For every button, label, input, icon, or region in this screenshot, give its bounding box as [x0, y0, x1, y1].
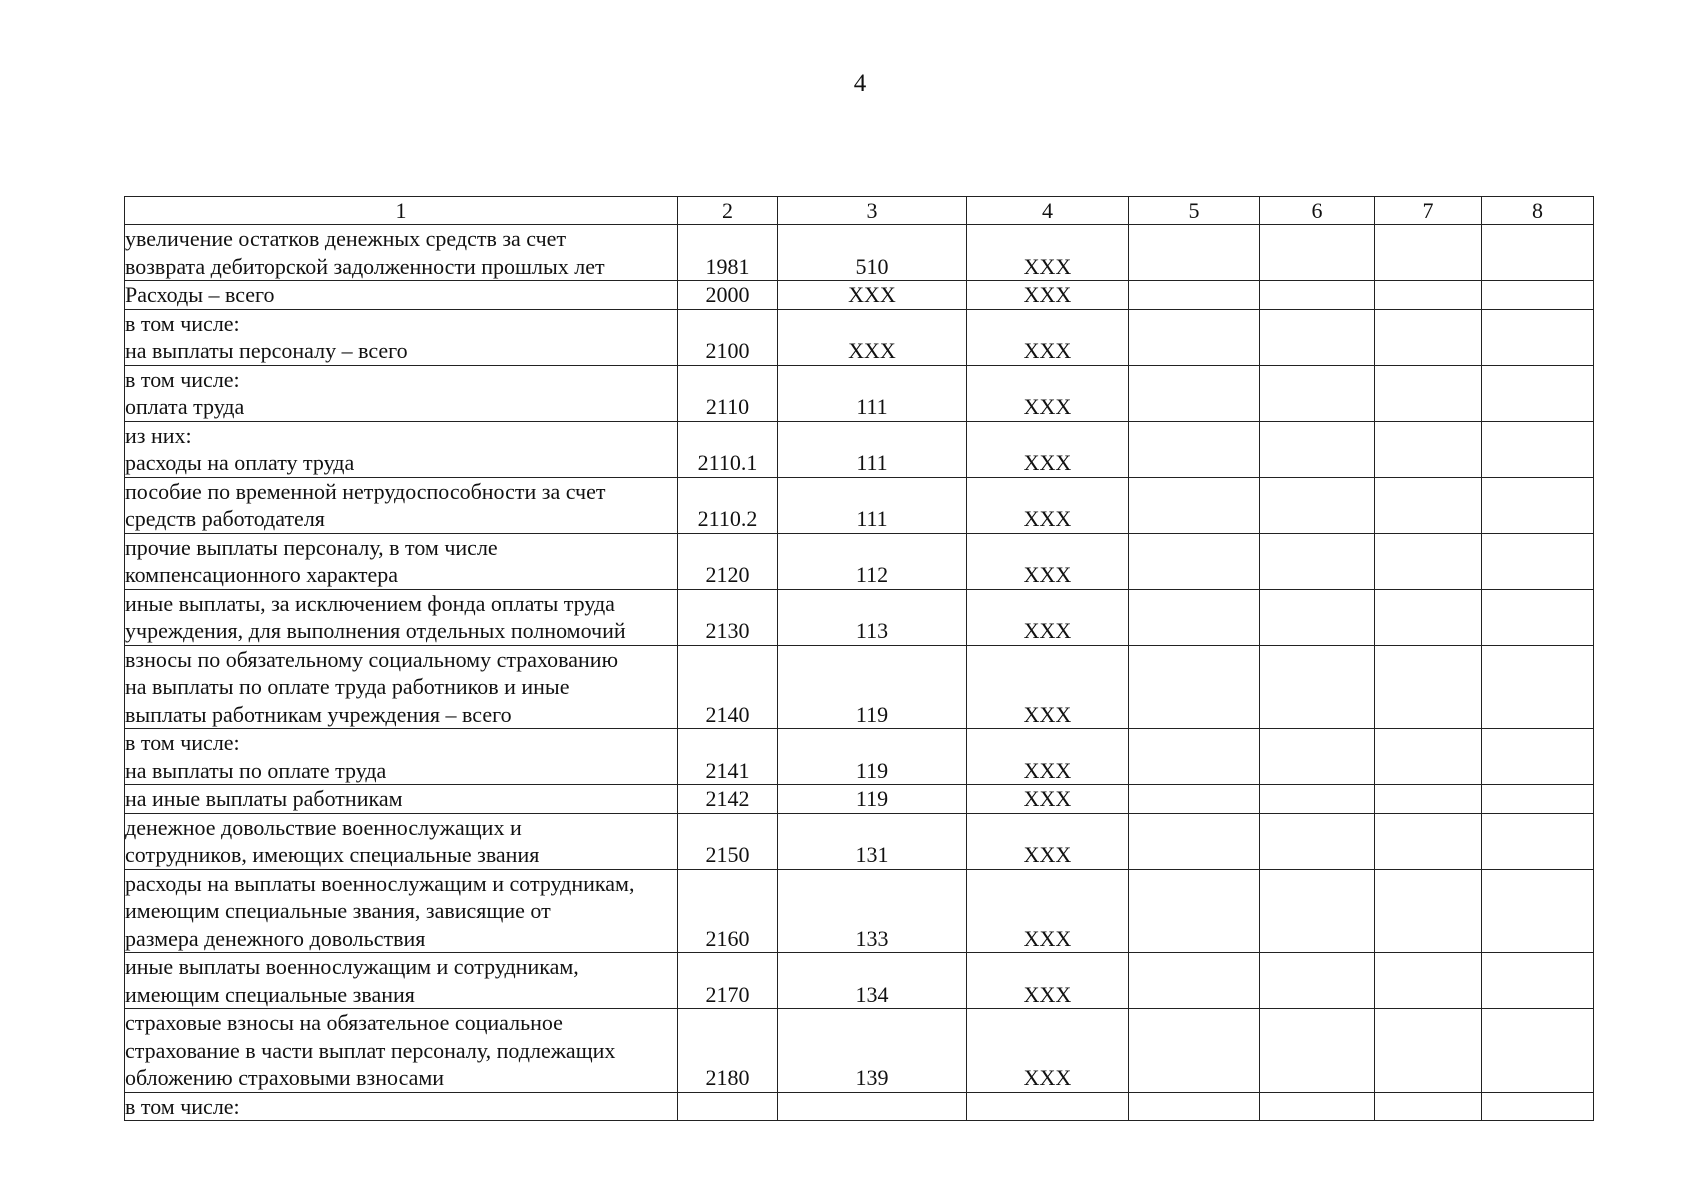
row-kbk-cell: 111 — [778, 421, 967, 477]
row-col5-cell — [1129, 365, 1260, 421]
row-col5-cell — [1129, 645, 1260, 729]
row-col8-cell — [1482, 477, 1594, 533]
table-row — [125, 533, 1594, 589]
row-code-cell: 2110.2 — [678, 477, 778, 533]
column-header: 4 — [967, 197, 1129, 225]
row-col8-cell — [1482, 533, 1594, 589]
row-col7-cell — [1375, 953, 1482, 1009]
row-col7-cell — [1375, 421, 1482, 477]
row-name-line: увеличение остатков денежных средств за счет — [125, 226, 567, 251]
row-code-cell: 2130 — [678, 589, 778, 645]
row-name-line: оплата труда — [125, 394, 245, 419]
table-row — [125, 421, 1594, 477]
row-col6-cell — [1260, 589, 1375, 645]
row-kbk-cell: 119 — [778, 785, 967, 814]
row-col7-cell — [1375, 645, 1482, 729]
table-row — [125, 589, 1594, 645]
row-name-line: размера денежного довольствия — [125, 925, 426, 951]
row-col7-cell — [1375, 869, 1482, 953]
row-code-cell: 2170 — [678, 953, 778, 1009]
row-kbk-cell: 112 — [778, 533, 967, 589]
row-col8-cell — [1482, 645, 1594, 729]
row-kbk-cell: 510 — [778, 225, 967, 281]
row-name-line: на выплаты по оплате труда — [125, 757, 387, 783]
row-kbk-cell: 131 — [778, 813, 967, 869]
row-name-cell — [125, 785, 678, 814]
column-header: 7 — [1375, 197, 1482, 225]
row-name-line: имеющим специальные звания — [125, 981, 415, 1007]
row-name-cell — [125, 365, 678, 421]
column-header: 8 — [1482, 197, 1594, 225]
row-col7-cell — [1375, 1009, 1482, 1093]
row-col5-cell — [1129, 309, 1260, 365]
row-name-line: на выплаты персоналу – всего — [125, 338, 408, 363]
table-row — [125, 309, 1594, 365]
table-row — [125, 953, 1594, 1009]
row-col4-cell: XXX — [967, 225, 1129, 281]
row-name-cell — [125, 1092, 678, 1121]
row-name-line: в том числе: — [125, 730, 240, 755]
row-kbk-cell: 133 — [778, 869, 967, 953]
row-col6-cell — [1260, 729, 1375, 785]
row-col7-cell — [1375, 365, 1482, 421]
table-row — [125, 1009, 1594, 1093]
row-name-cell — [125, 281, 678, 310]
column-header: 6 — [1260, 197, 1375, 225]
row-name-line: иные выплаты военнослужащим и сотрудникам, — [125, 954, 579, 979]
table-row — [125, 869, 1594, 953]
row-name-line: прочие выплаты персоналу, в том числе — [125, 534, 498, 560]
row-code-cell: 2142 — [678, 785, 778, 814]
row-name-cell — [125, 1009, 678, 1093]
row-col6-cell — [1260, 1092, 1375, 1121]
row-name-line: Расходы – всего — [125, 282, 275, 307]
row-col7-cell — [1375, 281, 1482, 310]
row-name-line: расходы на оплату труда — [125, 450, 355, 475]
row-name-line: обложению страховыми взносами — [125, 1065, 445, 1090]
row-code-cell: 2000 — [678, 281, 778, 310]
row-kbk-cell: XXX — [778, 281, 967, 310]
row-kbk-cell: 111 — [778, 365, 967, 421]
row-code-cell: 2110 — [678, 365, 778, 421]
row-col7-cell — [1375, 533, 1482, 589]
table-row — [125, 813, 1594, 869]
row-col7-cell — [1375, 785, 1482, 814]
row-col4-cell: XXX — [967, 365, 1129, 421]
row-name-cell — [125, 869, 678, 953]
column-header: 1 — [125, 197, 678, 225]
row-code-cell: 2110.1 — [678, 421, 778, 477]
row-col8-cell — [1482, 953, 1594, 1009]
row-code-cell: 2160 — [678, 869, 778, 953]
row-col8-cell — [1482, 225, 1594, 281]
row-col6-cell — [1260, 813, 1375, 869]
row-name-cell — [125, 589, 678, 645]
row-col6-cell — [1260, 421, 1375, 477]
column-header: 3 — [778, 197, 967, 225]
row-col4-cell: XXX — [967, 477, 1129, 533]
row-name-line: страхование в части выплат персоналу, подлежащих — [125, 1037, 616, 1063]
column-header: 2 — [678, 197, 778, 225]
row-kbk-cell: 111 — [778, 477, 967, 533]
row-col8-cell — [1482, 365, 1594, 421]
row-name-line: из них: — [125, 422, 192, 448]
row-name-line: имеющим специальные звания, зависящие от — [125, 898, 551, 923]
row-col6-cell — [1260, 365, 1375, 421]
row-col5-cell — [1129, 869, 1260, 953]
row-col4-cell: XXX — [967, 953, 1129, 1009]
row-col5-cell — [1129, 785, 1260, 814]
table-body — [125, 225, 1594, 1121]
row-col4-cell: XXX — [967, 281, 1129, 310]
row-col5-cell — [1129, 225, 1260, 281]
row-kbk-cell: 139 — [778, 1009, 967, 1093]
column-header: 5 — [1129, 197, 1260, 225]
table-row — [125, 785, 1594, 814]
row-col8-cell — [1482, 813, 1594, 869]
row-name-cell — [125, 813, 678, 869]
row-name-line: возврата дебиторской задолженности прошлых лет — [125, 253, 605, 279]
row-col6-cell — [1260, 309, 1375, 365]
row-col6-cell — [1260, 1009, 1375, 1093]
row-col6-cell — [1260, 533, 1375, 589]
row-kbk-cell — [778, 1092, 967, 1121]
row-col5-cell — [1129, 533, 1260, 589]
row-kbk-cell: XXX — [778, 309, 967, 365]
row-name-cell — [125, 225, 678, 281]
row-name-line: в том числе: — [125, 310, 240, 336]
row-col8-cell — [1482, 869, 1594, 953]
row-col6-cell — [1260, 953, 1375, 1009]
row-name-line: средств работодателя — [125, 506, 325, 531]
row-col7-cell — [1375, 477, 1482, 533]
row-kbk-cell: 119 — [778, 645, 967, 729]
row-name-cell — [125, 729, 678, 785]
header-row — [125, 197, 1594, 225]
row-col7-cell — [1375, 309, 1482, 365]
row-name-line: компенсационного характера — [125, 562, 399, 587]
row-col7-cell — [1375, 589, 1482, 645]
row-name-line: взносы по обязательному социальному страхованию — [125, 646, 619, 672]
page-number: 4 — [853, 70, 867, 97]
row-col6-cell — [1260, 477, 1375, 533]
row-code-cell: 2120 — [678, 533, 778, 589]
row-name-line: иные выплаты, за исключением фонда оплаты труда — [125, 590, 615, 616]
row-col4-cell: XXX — [967, 533, 1129, 589]
row-kbk-cell: 119 — [778, 729, 967, 785]
table-row — [125, 1092, 1594, 1121]
row-col4-cell: XXX — [967, 309, 1129, 365]
row-name-line: выплаты работникам учреждения – всего — [125, 701, 512, 727]
row-col5-cell — [1129, 1009, 1260, 1093]
row-col7-cell — [1375, 225, 1482, 281]
row-col5-cell — [1129, 589, 1260, 645]
row-name-line: денежное довольствие военнослужащих и — [125, 814, 522, 840]
row-name-line: в том числе: — [125, 366, 240, 392]
row-col5-cell — [1129, 813, 1260, 869]
row-col6-cell — [1260, 645, 1375, 729]
table-row — [125, 225, 1594, 281]
row-col4-cell: XXX — [967, 421, 1129, 477]
row-name-cell — [125, 645, 678, 729]
row-name-line: пособие по временной нетрудоспособности за счет — [125, 478, 606, 504]
row-kbk-cell: 134 — [778, 953, 967, 1009]
row-name-line: в том числе: — [125, 1093, 240, 1119]
row-name-cell — [125, 953, 678, 1009]
row-code-cell — [678, 1092, 778, 1121]
row-code-cell: 2140 — [678, 645, 778, 729]
row-name-line: учреждения, для выполнения отдельных полномочий — [125, 618, 626, 643]
row-col8-cell — [1482, 1092, 1594, 1121]
row-col8-cell — [1482, 589, 1594, 645]
row-kbk-cell: 113 — [778, 589, 967, 645]
row-col5-cell — [1129, 1092, 1260, 1121]
row-name-line: расходы на выплаты военнослужащим и сотрудникам, — [125, 870, 635, 896]
row-name-line: на иные выплаты работникам — [125, 786, 403, 811]
financial-table — [124, 196, 1594, 1121]
table-row — [125, 281, 1594, 310]
row-col5-cell — [1129, 953, 1260, 1009]
row-col4-cell: XXX — [967, 1009, 1129, 1093]
row-code-cell: 2100 — [678, 309, 778, 365]
row-col7-cell — [1375, 1092, 1482, 1121]
table-row — [125, 365, 1594, 421]
row-col7-cell — [1375, 729, 1482, 785]
row-col6-cell — [1260, 281, 1375, 310]
table-row — [125, 477, 1594, 533]
row-col5-cell — [1129, 421, 1260, 477]
row-col4-cell: XXX — [967, 869, 1129, 953]
row-col4-cell: XXX — [967, 729, 1129, 785]
row-name-line: сотрудников, имеющих специальные звания — [125, 842, 540, 867]
row-name-cell — [125, 477, 678, 533]
row-name-cell — [125, 533, 678, 589]
row-col6-cell — [1260, 225, 1375, 281]
row-col8-cell — [1482, 421, 1594, 477]
row-col4-cell: XXX — [967, 589, 1129, 645]
table-row — [125, 729, 1594, 785]
row-name-cell — [125, 309, 678, 365]
row-col4-cell: XXX — [967, 785, 1129, 814]
row-col5-cell — [1129, 477, 1260, 533]
row-code-cell: 2141 — [678, 729, 778, 785]
row-col8-cell — [1482, 729, 1594, 785]
row-code-cell: 1981 — [678, 225, 778, 281]
row-col6-cell — [1260, 869, 1375, 953]
row-col6-cell — [1260, 785, 1375, 814]
row-col8-cell — [1482, 785, 1594, 814]
table-row — [125, 645, 1594, 729]
row-col4-cell: XXX — [967, 645, 1129, 729]
row-col5-cell — [1129, 281, 1260, 310]
row-code-cell: 2150 — [678, 813, 778, 869]
row-col8-cell — [1482, 1009, 1594, 1093]
row-col4-cell: XXX — [967, 813, 1129, 869]
row-col8-cell — [1482, 309, 1594, 365]
row-name-line: на выплаты по оплате труда работников и иные — [125, 674, 570, 699]
row-code-cell: 2180 — [678, 1009, 778, 1093]
row-col5-cell — [1129, 729, 1260, 785]
row-col4-cell — [967, 1092, 1129, 1121]
row-name-line: страховые взносы на обязательное социальное — [125, 1010, 563, 1035]
row-col7-cell — [1375, 813, 1482, 869]
row-col8-cell — [1482, 281, 1594, 310]
row-name-cell — [125, 421, 678, 477]
